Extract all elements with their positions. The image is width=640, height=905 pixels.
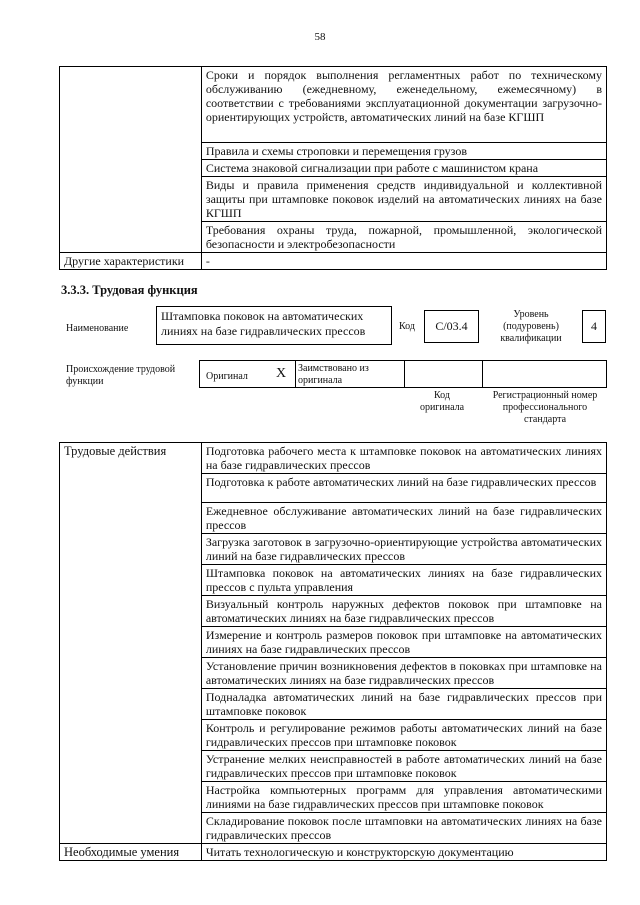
other-characteristics-label: Другие характеристики xyxy=(60,253,202,270)
level-value: 4 xyxy=(582,310,606,343)
required-skills-label: Необходимые умения xyxy=(60,844,202,861)
labor-action-item: Измерение и контроль размеров поковок при штамповке на автоматических линиях на базе гидравлических прессов xyxy=(201,627,606,658)
labor-action-item: Складирование поковок после штамповки на автоматических линиях на базе гидравлических прессов xyxy=(201,813,606,844)
labor-action-item: Ежедневное обслуживание автоматических линий на базе гидравлических прессов xyxy=(201,503,606,534)
borrowed-label: Заимствовано из оригинала xyxy=(298,363,369,386)
labor-action-item: Загрузка заготовок в загрузочно-ориентирующие устройства автоматических линий на базе гидравлических прессов xyxy=(201,534,606,565)
level-label: Уровень (подуровень) квалификации xyxy=(500,309,562,344)
labor-action-item: Контроль и регулирование режимов работы автоматических линий на базе гидравлических прессов при штамповке поковок xyxy=(201,720,606,751)
code-value: C/03.4 xyxy=(424,310,479,343)
name-label: Наименование xyxy=(66,323,129,334)
section-title: 3.3.3. Трудовая функция xyxy=(61,283,198,297)
knowledge-item: Система знаковой сигнализации при работе с машинистом крана xyxy=(201,160,606,177)
labor-action-item: Установление причин возникновения дефектов в поковках при штамповке на автоматических линиях на базе гидравлических прессов xyxy=(201,658,606,689)
labor-action-item: Подготовка к работе автоматических линий на базе гидравлических прессов xyxy=(201,474,606,503)
knowledge-label-cell xyxy=(60,67,202,253)
origin-divider xyxy=(295,361,296,387)
labor-action-item: Штамповка поковок на автоматических линиях на базе гидравлических прессов с пульта управления xyxy=(201,565,606,596)
labor-action-item: Настройка компьютерных программ для управления автоматическими линиями на базе гидравлических прессов при штамповке поковок xyxy=(201,782,606,813)
labor-action-item: Подналадка автоматических линий на базе гидравлических прессов при штамповке поковок xyxy=(201,689,606,720)
labor-action-item: Подготовка рабочего места к штамповке поковок на автоматических линиях на базе гидравлических прессов xyxy=(201,443,606,474)
labor-action-item: Устранение мелких неисправностей в работе автоматических линий на базе гидравлических прессов при штамповке поковок xyxy=(201,751,606,782)
origin-box xyxy=(199,360,607,388)
origin-label: Происхождение трудовой функции xyxy=(66,364,176,387)
knowledge-item: Виды и правила применения средств индивидуальной и коллективной защиты при штамповке поковок изделий на автоматических линиях на базе КГШП xyxy=(201,177,606,222)
origin-divider xyxy=(404,361,405,387)
registration-number-label: Регистрационный номер профессионального стандарта xyxy=(492,390,598,425)
labor-action-item: Визуальный контроль наружных дефектов поковок при штамповке на автоматических линиях на базе гидравлических прессов xyxy=(201,596,606,627)
original-label: Оригинал xyxy=(206,371,248,382)
original-mark: X xyxy=(276,366,287,381)
page-number: 58 xyxy=(314,31,326,43)
labor-actions-label: Трудовые действия xyxy=(60,443,202,844)
code-label: Код xyxy=(399,321,415,332)
code-original-label: Код оригинала xyxy=(419,390,465,413)
knowledge-table xyxy=(59,66,607,270)
labor-actions-table xyxy=(59,442,607,861)
knowledge-item: Сроки и порядок выполнения регламентных работ по техническому обслуживанию (ежедневному, еженедельному, ежемесячному) в соответствии с требованиями эксплуатационной документации загрузочно-ориентирующих устройств, автоматических линий на базе КГШП xyxy=(201,67,606,143)
name-value: Штамповка поковок на автоматических линиях на базе гидравлических прессов xyxy=(156,306,392,345)
knowledge-item: Требования охраны труда, пожарной, промышленной, экологической безопасности и электробезопасности xyxy=(201,222,606,253)
other-characteristics-value: - xyxy=(201,253,606,270)
required-skill-item: Читать технологическую и конструкторскую документацию xyxy=(201,844,606,861)
origin-divider xyxy=(482,361,483,387)
knowledge-item: Правила и схемы строповки и перемещения грузов xyxy=(201,143,606,160)
